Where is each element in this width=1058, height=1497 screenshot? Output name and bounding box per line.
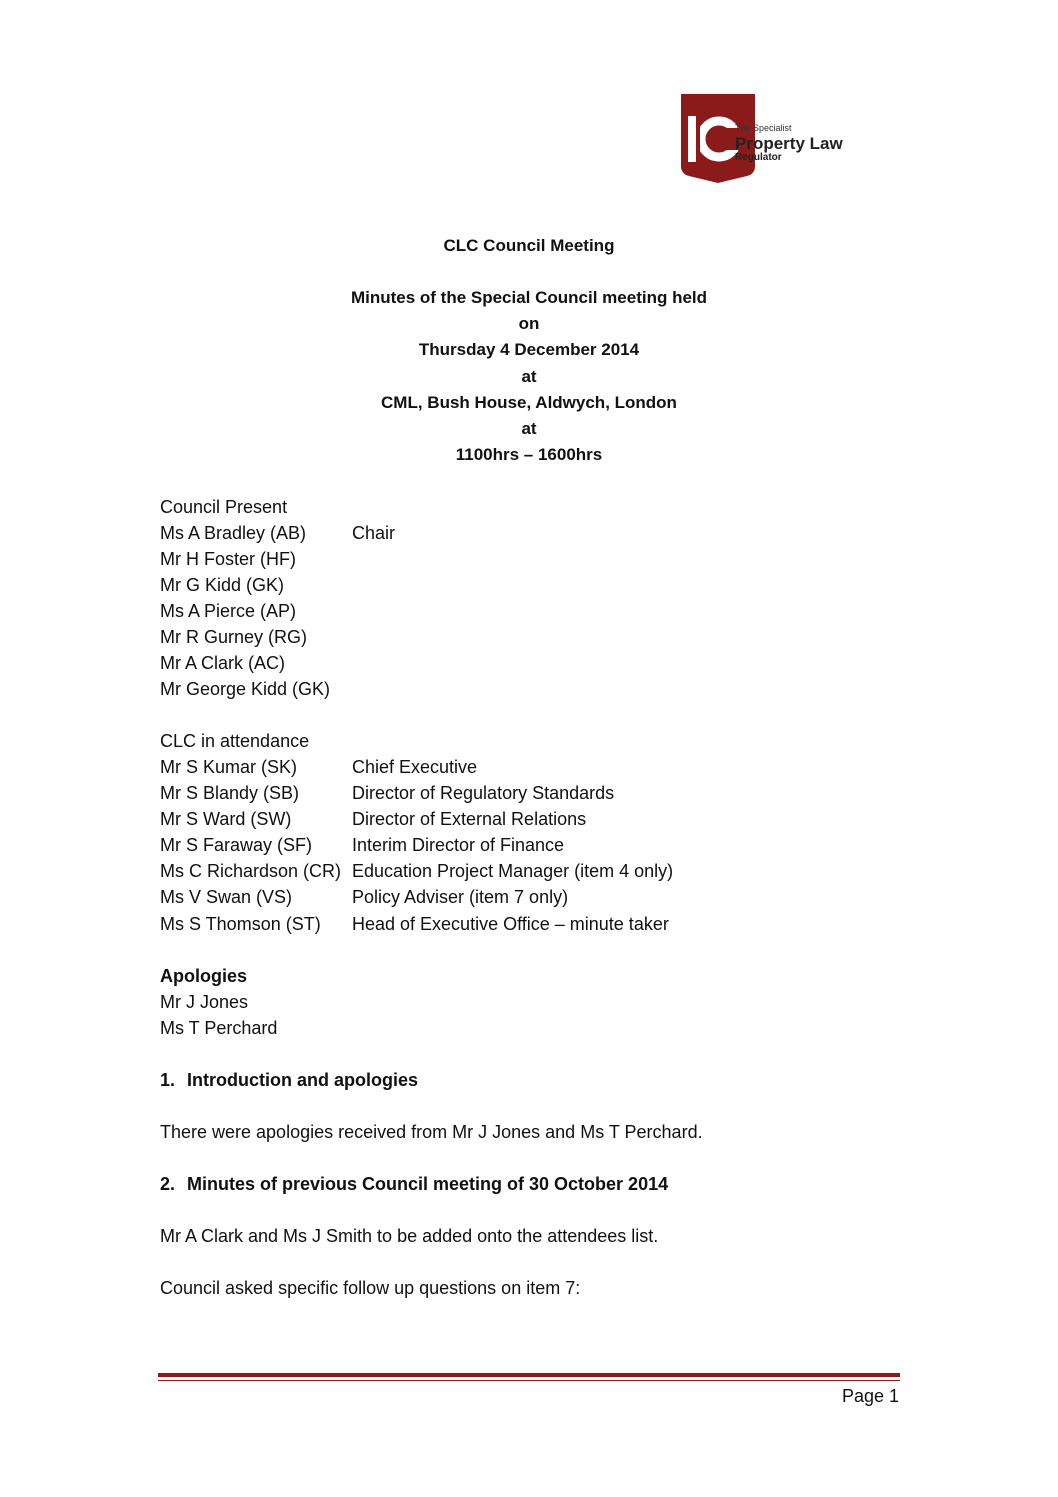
council-member-name: Mr G Kidd (GK) bbox=[160, 575, 285, 595]
item-1-paragraph: There were apologies received from Mr J Jones and Ms T Perchard. bbox=[160, 1122, 703, 1142]
council-member-name: Ms A Bradley (AB) bbox=[160, 523, 307, 543]
attendee-role: Director of Regulatory Standards bbox=[352, 783, 615, 803]
attendee-name: Mr S Ward (SW) bbox=[160, 809, 292, 829]
item-2-number: 2. bbox=[160, 1174, 176, 1194]
header-line-1: Minutes of the Special Council meeting held bbox=[350, 288, 708, 307]
attendee-role: Head of Executive Office – minute taker bbox=[352, 914, 669, 934]
attendee-name: Mr S Blandy (SB) bbox=[160, 783, 300, 803]
item-2-paragraph: Council asked specific follow up questions on item 7: bbox=[160, 1278, 581, 1298]
apology-name: Ms T Perchard bbox=[160, 1018, 278, 1038]
council-member-name: Mr George Kidd (GK) bbox=[160, 679, 331, 699]
header-line-7: 1100hrs – 1600hrs bbox=[455, 445, 603, 464]
document-title: CLC Council Meeting bbox=[443, 236, 615, 255]
logo-tagline-regulator: Regulator bbox=[735, 152, 782, 163]
council-member-name: Mr A Clark (AC) bbox=[160, 653, 286, 673]
apology-name: Mr J Jones bbox=[160, 992, 249, 1012]
header-line-3: Thursday 4 December 2014 bbox=[418, 340, 640, 359]
council-member-name: Mr R Gurney (RG) bbox=[160, 627, 308, 647]
attendee-role: Education Project Manager (item 4 only) bbox=[352, 861, 674, 881]
item-2-paragraph: Mr A Clark and Ms J Smith to be added onto the attendees list. bbox=[160, 1226, 659, 1246]
attendee-name: Ms V Swan (VS) bbox=[160, 887, 293, 907]
logo-tagline-small: The Specialist bbox=[735, 123, 792, 133]
clc-logo bbox=[679, 92, 899, 184]
attendee-role: Policy Adviser (item 7 only) bbox=[352, 887, 569, 907]
clc-attendance-heading: CLC in attendance bbox=[160, 731, 310, 751]
page-number: Page 1 bbox=[842, 1386, 900, 1406]
attendee-role: Interim Director of Finance bbox=[352, 835, 565, 855]
header-line-5: CML, Bush House, Aldwych, London bbox=[381, 393, 677, 412]
item-1-title: Introduction and apologies bbox=[187, 1070, 418, 1090]
item-2-title: Minutes of previous Council meeting of 30 October 2014 bbox=[187, 1174, 669, 1194]
footer-rule-thin bbox=[158, 1380, 900, 1381]
header-line-6: at bbox=[521, 419, 537, 438]
apologies-heading: Apologies bbox=[160, 966, 248, 986]
footer-rule-thick bbox=[158, 1373, 900, 1377]
attendee-name: Ms S Thomson (ST) bbox=[160, 914, 321, 934]
council-member-name: Ms A Pierce (AP) bbox=[160, 601, 297, 621]
attendee-name: Ms C Richardson (CR) bbox=[160, 861, 342, 881]
council-member-name: Mr H Foster (HF) bbox=[160, 549, 296, 569]
header-line-4: at bbox=[521, 367, 537, 386]
attendee-role: Chief Executive bbox=[352, 757, 478, 777]
council-member-role: Chair bbox=[352, 523, 396, 543]
header-line-2: on bbox=[518, 314, 540, 333]
attendee-name: Mr S Faraway (SF) bbox=[160, 835, 313, 855]
council-present-heading: Council Present bbox=[160, 497, 288, 517]
attendee-name: Mr S Kumar (SK) bbox=[160, 757, 298, 777]
attendee-role: Director of External Relations bbox=[352, 809, 587, 829]
logo-tagline-big: Property Law bbox=[735, 134, 843, 153]
item-1-number: 1. bbox=[160, 1070, 176, 1090]
logo-tagline bbox=[735, 124, 843, 163]
